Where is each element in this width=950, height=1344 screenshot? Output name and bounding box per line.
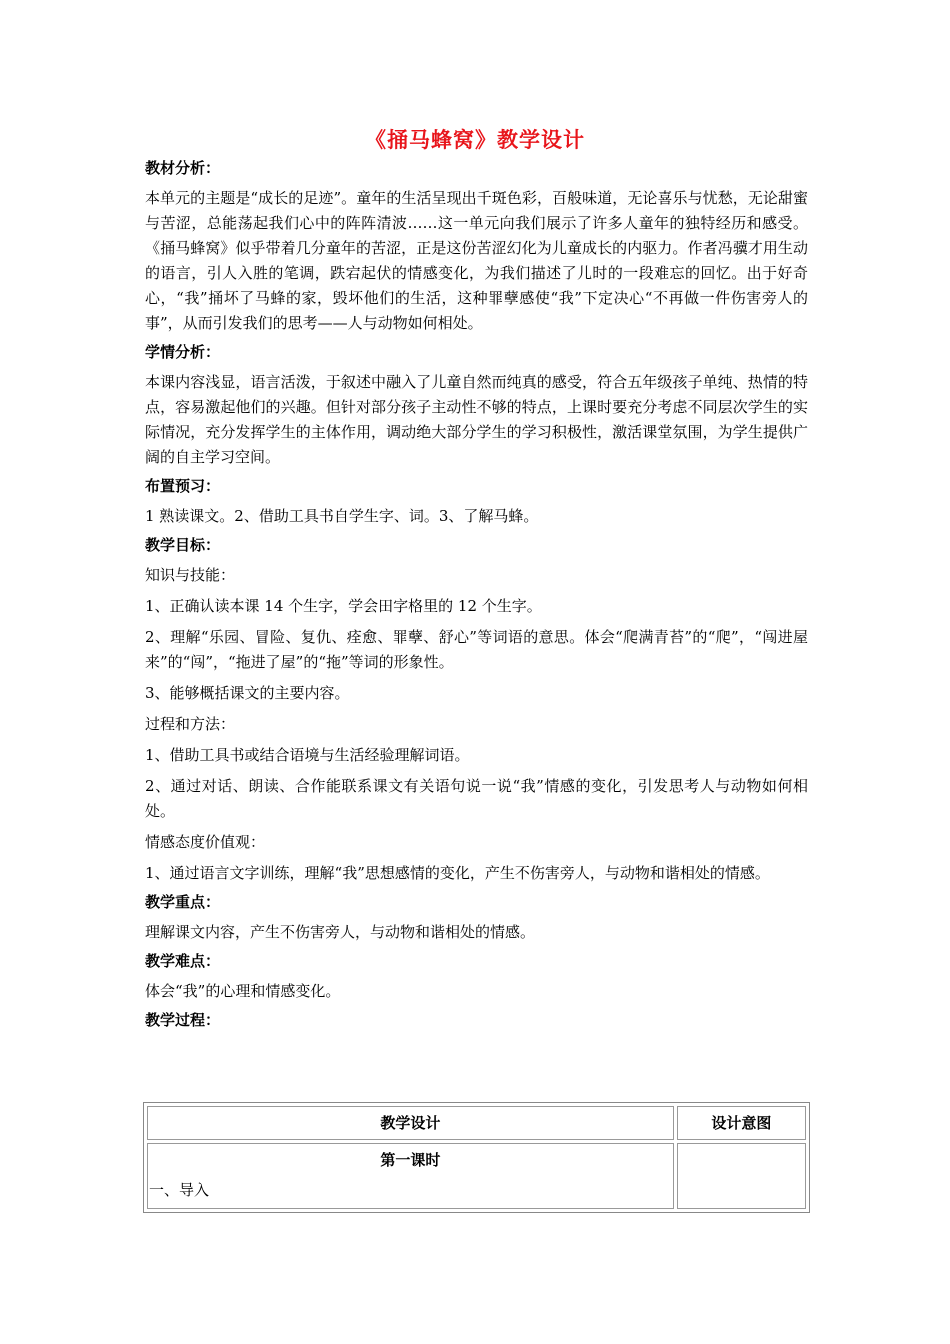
knowledge-item-1: 1、正确认读本课 14 个生字，学会田字格里的 12 个生字。	[145, 597, 542, 615]
lesson-plan-table	[143, 1102, 810, 1213]
design-cell	[147, 1143, 674, 1209]
process-label: 过程和方法：	[145, 715, 236, 733]
knowledge-item-2: 2、理解“乐园、冒险、复仇、痊愈、罪孽、舒心”等词语的意思。体会“爬满青苔”的“爬”，“闯进屋来”的“闯”，“拖进了屋”的“拖”等词的形象性。	[145, 628, 808, 671]
key-heading: 教学重点：	[145, 893, 221, 911]
process-item-1: 1、借助工具书或结合语境与生活经验理解词语。	[145, 746, 470, 764]
student-text: 本课内容浅显，语言活泼，于叙述中融入了儿童自然而纯真的感受，符合五年级孩子单纯、热情的特点，容易激起他们的兴趣。但针对部分孩子主动性不够的特点，上课时要充分考虑不同层次学生的实际情况，充分发挥学生的主体作用，调动绝大部分学生的学习积极性，激活课堂氛围，为学生提供广阔的自主学习空间。	[145, 373, 808, 466]
knowledge-item-3: 3、能够概括课文的主要内容。	[145, 684, 350, 702]
student-heading: 学情分析：	[145, 343, 221, 361]
difficult-text: 体会“我”的心理和情感变化。	[145, 982, 341, 1000]
emotion-item-1: 1、通过语言文字训练，理解“我”思想感情的变化，产生不伤害旁人，与动物和谐相处的情感。	[145, 864, 770, 882]
lesson-first-item: 一、导入	[149, 1181, 210, 1199]
difficult-heading: 教学难点：	[145, 952, 221, 970]
table-row	[147, 1143, 806, 1209]
goals-heading: 教学目标：	[145, 536, 221, 554]
material-heading: 教材分析：	[145, 159, 221, 177]
preview-heading: 布置预习：	[145, 477, 221, 495]
column-header-design: 教学设计	[147, 1106, 674, 1140]
preview-text: 1 熟读课文。2、借助工具书自学生字、词。3、了解马蜂。	[145, 507, 539, 525]
material-text: 本单元的主题是“成长的足迹”。童年的生活呈现出千斑色彩，百般味道，无论喜乐与忧愁，无论甜蜜与苦涩，总能荡起我们心中的阵阵清波……这一单元向我们展示了许多人童年的独特经历和感受。《捅马蜂窝》似乎带着几分童年的苦涩，正是这份苦涩幻化为儿童成长的内驱力。作者冯骥才用生动的语言，引人入胜的笔调，跌宕起伏的情感变化，为我们描述了儿时的一段难忘的回忆。出于好奇心，“我”捅坏了马蜂的家，毁坏他们的生活，这种罪孽感使“我”下定决心“不再做一件伤害旁人的事”，从而引发我们的思考——人与动物如何相处。	[145, 189, 808, 332]
document-body	[145, 158, 808, 1038]
process-heading: 教学过程：	[145, 1011, 221, 1029]
process-item-2: 2、通过对话、朗读、合作能联系课文有关语句说一说“我”情感的变化，引发思考人与动物如何相处。	[145, 777, 808, 820]
key-text: 理解课文内容，产生不伤害旁人，与动物和谐相处的情感。	[145, 923, 536, 941]
table-header-row	[147, 1106, 806, 1140]
column-header-intent: 设计意图	[677, 1106, 806, 1140]
knowledge-label: 知识与技能：	[145, 566, 236, 584]
emotion-label: 情感态度价值观：	[145, 833, 266, 851]
intent-cell	[677, 1143, 806, 1209]
document-title: 《捅马蜂窝》教学设计	[365, 128, 585, 152]
lesson-title: 第一课时	[380, 1151, 441, 1169]
